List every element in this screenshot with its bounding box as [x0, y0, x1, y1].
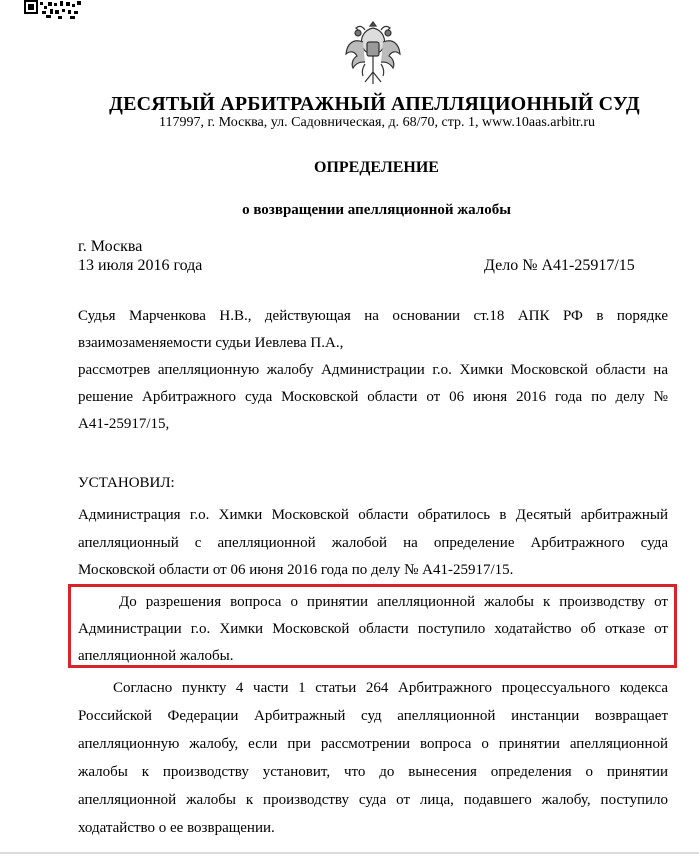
paragraph-line: апелляционную жалобу, если при рассмотрении вопроса о принятии апелляционной	[78, 736, 668, 752]
paragraph-line: Администрация г.о. Химки Московской области обратилось в Десятый арбитражный	[78, 507, 668, 523]
highlighted-line: До разрешения вопроса о принятии апелляционной жалобы к производству от	[119, 594, 668, 610]
document-heading: ОПРЕДЕЛЕНИЕ	[314, 159, 439, 176]
paragraph-line: Согласно пункту 4 части 1 статьи 264 Арбитражного процессуального кодекса	[113, 680, 668, 696]
paragraph-line: апелляционной жалобы к производству суда от лица, подавшего жалобу, поступило	[78, 792, 668, 808]
court-title: ДЕСЯТЫЙ АРБИТРАЖНЫЙ АПЕЛЛЯЦИОННЫЙ СУД	[109, 93, 640, 115]
page-bottom-edge	[0, 852, 699, 854]
coat-of-arms-emblem	[343, 18, 403, 90]
highlighted-line: Администрации г.о. Химки Московской области поступило ходатайство об отказе от	[78, 621, 668, 637]
intro-line: Судья Марченкова Н.В., действующая на основании ст.18 АПК РФ в порядке	[78, 308, 668, 324]
established-label: УСТАНОВИЛ:	[78, 475, 175, 491]
paragraph-line: апелляционный с апелляционной жалобой на определение Арбитражного суда	[78, 535, 668, 551]
highlighted-line: апелляционной жалобы.	[78, 648, 234, 664]
case-number: Дело № А41-25917/15	[484, 257, 635, 274]
document-subheading: о возвращении апелляционной жалобы	[242, 202, 511, 218]
paragraph-line: ходатайство о ее возвращении.	[78, 820, 275, 836]
court-address: 117997, г. Москва, ул. Садовническая, д. 68/70, стр. 1, www.10aas.arbitr.ru	[159, 115, 595, 130]
intro-line: взаимозаменяемости судьи Иевлева П.А.,	[78, 335, 344, 351]
paragraph-line: Российской Федерации Арбитражный суд апелляционной инстанции возвращает	[78, 708, 668, 724]
intro-line: рассмотрев апелляционную жалобу Администрации г.о. Химки Московской области на	[78, 362, 668, 378]
paragraph-line: жалобы к производству установит, что до вынесения определения о принятии	[78, 764, 668, 780]
intro-line: А41-25917/15,	[78, 416, 170, 432]
intro-line: решение Арбитражного суда Московской области от 06 июня 2016 года по делу №	[78, 389, 668, 405]
document-city: г. Москва	[78, 238, 143, 255]
document-date: 13 июля 2016 года	[78, 257, 203, 274]
paragraph-line: Московской области от 06 июня 2016 года по делу № А41-25917/15.	[78, 562, 514, 578]
qr-code-image	[24, 0, 82, 20]
